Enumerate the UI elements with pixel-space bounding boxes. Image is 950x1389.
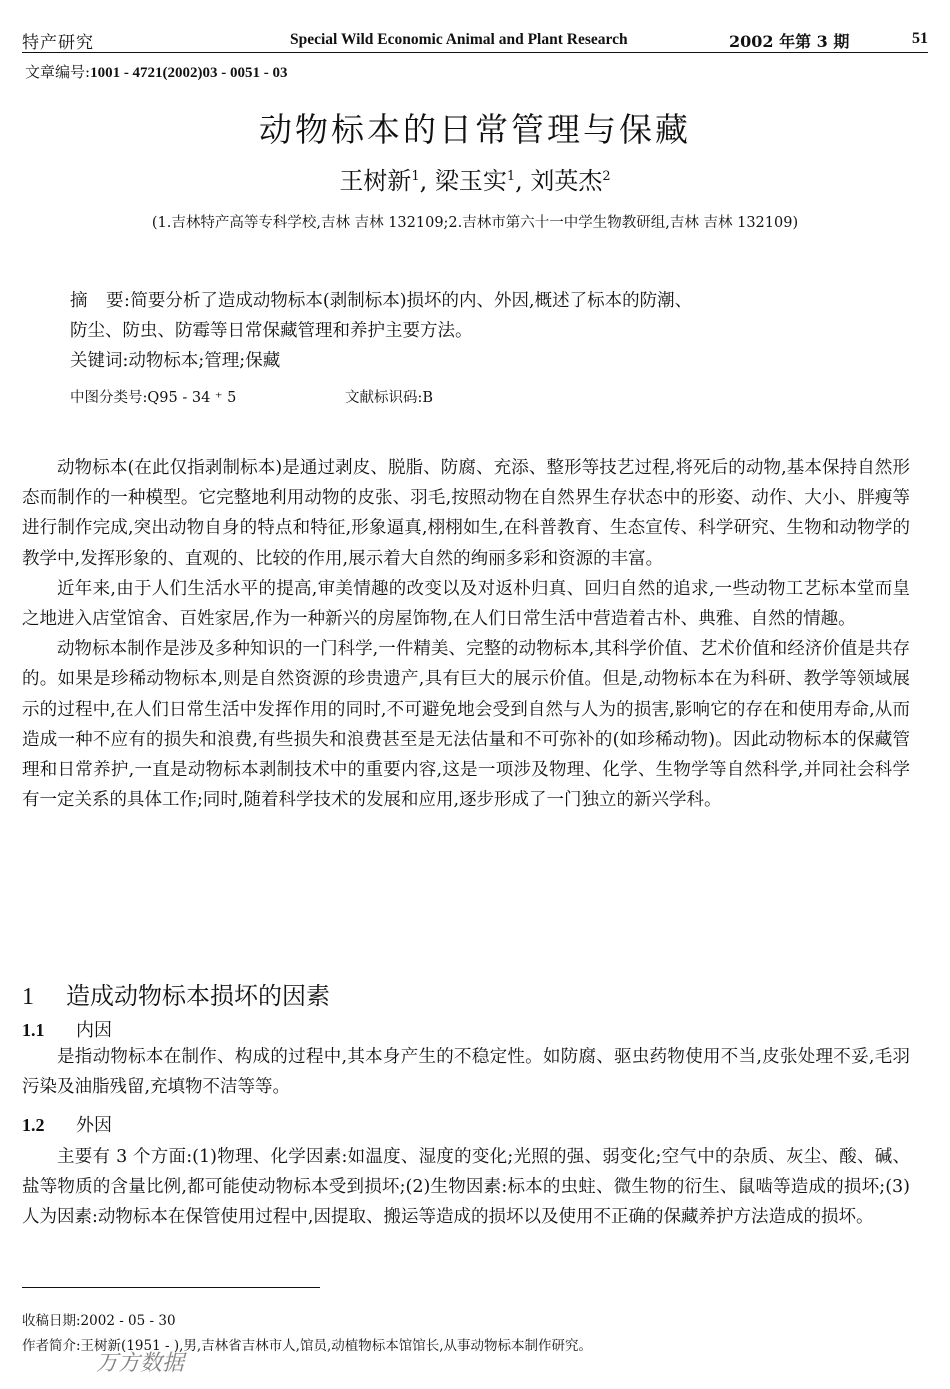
running-header bbox=[22, 26, 928, 53]
author-affiliation-mark: 1 bbox=[411, 169, 420, 184]
document-code bbox=[345, 386, 433, 407]
author-affiliation-mark: 2 bbox=[602, 169, 611, 184]
section-number: 1 bbox=[22, 984, 34, 1010]
author-separator: , bbox=[419, 167, 435, 195]
issue-label: 2002 年第 3 期 bbox=[729, 32, 850, 51]
paper-title: 动物标本的日常管理与保藏 bbox=[259, 110, 691, 149]
footnote-author-bio: 作者简介:王树新(1951 - ),男,吉林省吉林市人,馆员,动植物标本馆馆长,从事动物标本制作研究。 bbox=[22, 1338, 593, 1354]
author-list bbox=[0, 161, 950, 196]
abstract-text-line: 简要分析了造成动物标本(剥制标本)损坏的内、外因,概述了标本的防潮、 bbox=[130, 291, 693, 311]
doc-code-label: 文献标识码: bbox=[345, 390, 423, 406]
article-number-value: 1001 - 4721(2002)03 - 0051 - 03 bbox=[90, 65, 288, 81]
keywords bbox=[70, 347, 280, 372]
intro-text bbox=[22, 453, 910, 815]
abstract-text-line: 防尘、防虫、防霉等日常保藏管理和养护主要方法。 bbox=[70, 321, 473, 341]
classification-line bbox=[70, 386, 890, 407]
clc-value: Q95 - 34 ⁺ 5 bbox=[147, 390, 237, 406]
affiliations: (1.吉林特产高等专科学校,吉林 吉林 132109;2.吉林市第六十一中学生物教研组,吉林 吉林 132109) bbox=[151, 215, 799, 231]
clc-label: 中图分类号: bbox=[70, 390, 148, 406]
subsection-number: 1.2 bbox=[22, 1115, 45, 1135]
abstract bbox=[70, 286, 890, 346]
article-number bbox=[25, 61, 288, 82]
author-name: 王树新 bbox=[339, 167, 412, 195]
database-watermark: 万方数据 bbox=[96, 1351, 185, 1376]
subsection-heading bbox=[22, 1111, 112, 1137]
body-paragraph: 动物标本制作是涉及多种知识的一门科学,一件精美、完整的动物标本,其科学价值、艺术价值和经济价值是共存的。如果是珍稀动物标本,则是自然资源的珍贵遗产,具有巨大的展示价值。但是,动物标本在为科研、教学等领域展示的过程中,在人们日常生活中发挥作用的同时,不可避免地会受到自然与人为的损害,影响它的存在和使用寿命,从而造成一种不应有的损失和浪费,有些损失和浪费甚至是无法估量和不可弥补的(如珍稀动物)。因此动物标本的保藏管理和日常养护,一直是动物标本剥制技术中的重要内容,这是一项涉及物理、化学、生物学等自然科学,并同社会科学有一定关系的具体工作;同时,随着科学技术的发展和应用,逐步形成了一门独立的新兴学科。 bbox=[22, 639, 910, 811]
body-paragraph: 是指动物标本在制作、构成的过程中,其本身产生的不稳定性。如防腐、驱虫药物使用不当,皮张处理不妥,毛羽污染及油脂残留,充填物不洁等等。 bbox=[22, 1047, 910, 1098]
body-paragraph: 动物标本(在此仅指剥制标本)是通过剥皮、脱脂、防腐、充添、整形等技艺过程,将死后的动物,基本保持自然形态而制作的一种模型。它完整地利用动物的皮张、羽毛,按照动物在自然界生存状态中的形姿、动作、大小、胖瘦等进行制作完成,突出动物自身的特点和特征,形象逼真,栩栩如生,在科普教育、生态宣传、科学研究、生物和动物学的教学中,发挥形象的、直观的、比较的作用,展示着大自然的绚丽多彩和资源的丰富。 bbox=[22, 458, 910, 569]
author-name: 刘英杰 bbox=[530, 167, 603, 195]
author-affiliation-mark: 1 bbox=[506, 169, 516, 184]
keywords-label: 关键词: bbox=[70, 351, 129, 371]
keywords-value: 动物标本;管理;保藏 bbox=[128, 351, 281, 371]
section-heading bbox=[22, 976, 330, 1011]
doc-code-value: B bbox=[422, 390, 434, 406]
author-separator: , bbox=[515, 167, 531, 195]
footnote-received: 收稿日期:2002 - 05 - 30 bbox=[22, 1313, 176, 1329]
section-text bbox=[22, 1042, 910, 1102]
journal-name-en: Special Wild Economic Animal and Plant Research bbox=[290, 31, 628, 48]
page-number: 51 bbox=[912, 30, 928, 47]
section-title: 造成动物标本损坏的因素 bbox=[66, 982, 330, 1010]
author-name: 梁玉实 bbox=[434, 167, 507, 195]
section-text bbox=[22, 1142, 910, 1233]
article-number-label: 文章编号: bbox=[25, 63, 91, 81]
body-paragraph: 主要有 3 个方面:(1)物理、化学因素:如温度、湿度的变化;光照的强、弱变化;空气中的杂质、灰尘、酸、碱、盐等物质的含量比例,都可能使动物标本受到损坏;(2)生物因素:标本的虫蛀、微生物的衍生、鼠啮等造成的损坏;(3)人为因素:动物标本在保管使用过程中,因提取、搬运等造成的损坏以及使用不正确的保藏养护方法造成的损坏。 bbox=[22, 1147, 910, 1228]
subsection-number: 1.1 bbox=[22, 1020, 45, 1040]
body-paragraph: 近年来,由于人们生活水平的提高,审美情趣的改变以及对返朴归真、回归自然的追求,一些动物工艺标本堂而皇之地进入店堂馆舍、百姓家居,作为一种新兴的房屋饰物,在人们日常生活中营造着古朴、典雅、自然的情趣。 bbox=[22, 578, 910, 630]
abstract-label: 摘 要: bbox=[70, 291, 131, 311]
footnote-divider bbox=[22, 1287, 320, 1288]
subsection-title: 内因 bbox=[76, 1020, 112, 1041]
subsection-heading bbox=[22, 1016, 112, 1042]
journal-name-cn: 特产研究 bbox=[22, 33, 94, 53]
subsection-title: 外因 bbox=[76, 1115, 112, 1136]
